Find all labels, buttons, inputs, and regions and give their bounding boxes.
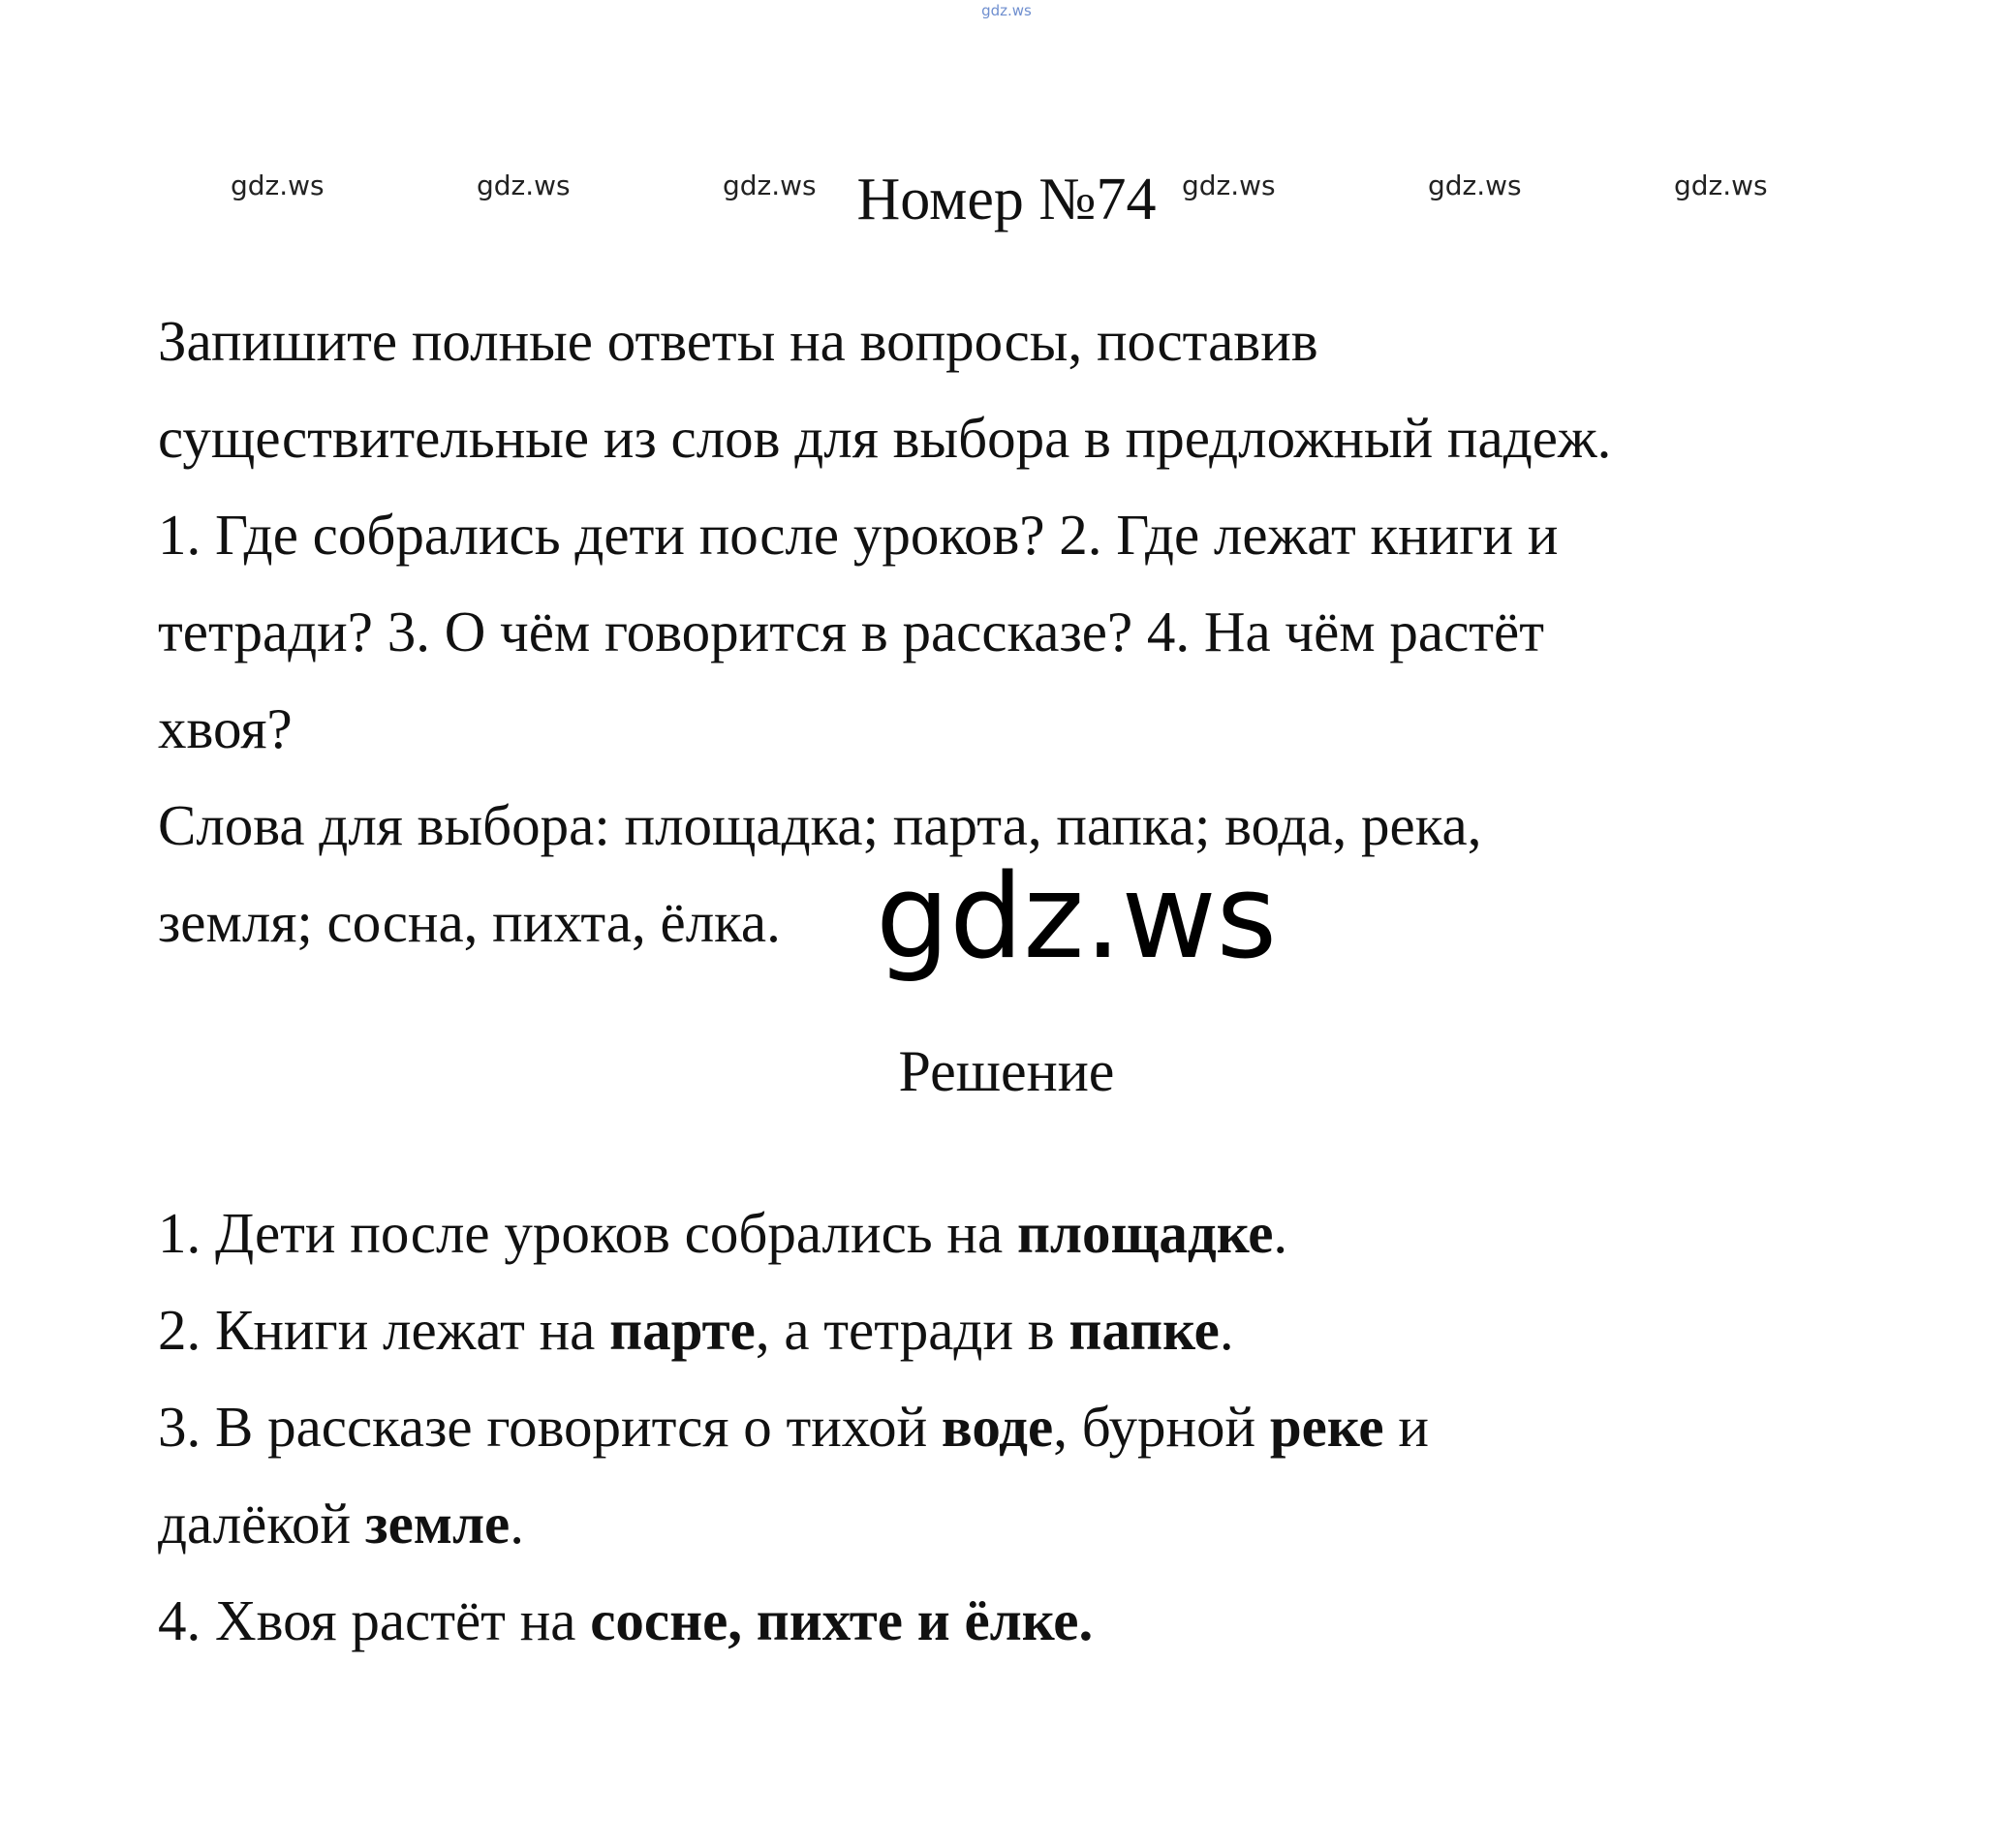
answer-1 — [158, 1185, 1960, 1281]
answer-text: , а тетради в — [755, 1298, 1069, 1362]
answer-bold: земле — [364, 1492, 511, 1555]
watermark: gdz.ws — [1428, 169, 1522, 201]
answer-3 — [158, 1378, 1960, 1475]
watermark-large: gdz.ws — [876, 850, 1278, 985]
answer-bold: площадке — [1016, 1201, 1274, 1265]
answer-4 — [158, 1572, 1960, 1669]
watermark: gdz.ws — [231, 169, 325, 201]
answer-bold: реке — [1269, 1395, 1384, 1459]
watermark-top: gdz.ws — [981, 2, 1032, 19]
task-line: хвоя? — [158, 696, 293, 760]
watermark: gdz.ws — [723, 169, 817, 201]
page-title: Номер №74 — [856, 167, 1157, 232]
answers — [158, 1185, 1960, 1669]
task-line: тетради? 3. О чём говорится в рассказе? 4. На чём растёт — [158, 600, 1545, 663]
task-line: Запишите полные ответы на вопросы, поставив — [158, 309, 1318, 373]
answer-text: 3. В рассказе говорится о тихой — [158, 1395, 942, 1459]
answer-2 — [158, 1281, 1960, 1378]
answer-3-continued — [158, 1475, 1960, 1572]
answer-bold: парте — [609, 1298, 756, 1362]
answer-text: . — [510, 1492, 524, 1555]
task-line: земля; сосна, пихта, ёлка. — [158, 890, 781, 954]
watermark: gdz.ws — [477, 169, 571, 201]
answer-text: далёкой — [158, 1492, 365, 1555]
answer-text: 1. Дети после уроков собрались на — [158, 1201, 1017, 1265]
answer-text: 2. Книги лежат на — [158, 1298, 610, 1362]
answer-bold: сосне, пихте и ёлке. — [590, 1588, 1094, 1652]
answer-text: . — [1273, 1201, 1288, 1265]
answer-text: , бурной — [1053, 1395, 1270, 1459]
answer-bold: воде — [941, 1395, 1054, 1459]
solution-heading: Решение — [898, 1039, 1115, 1103]
task-line: Слова для выбора: площадка; парта, папка; вода, река, — [158, 793, 1482, 857]
answer-text: . — [1219, 1298, 1234, 1362]
watermark: gdz.ws — [1674, 169, 1768, 201]
task-line: 1. Где собрались дети после уроков? 2. Где лежат книги и — [158, 503, 1559, 567]
task-line: существительные из слов для выбора в предложный падеж. — [158, 406, 1612, 470]
answer-bold: папке — [1068, 1298, 1220, 1362]
answer-text: и — [1383, 1395, 1429, 1459]
answer-text: 4. Хвоя растёт на — [158, 1588, 591, 1652]
watermark: gdz.ws — [1182, 169, 1276, 201]
